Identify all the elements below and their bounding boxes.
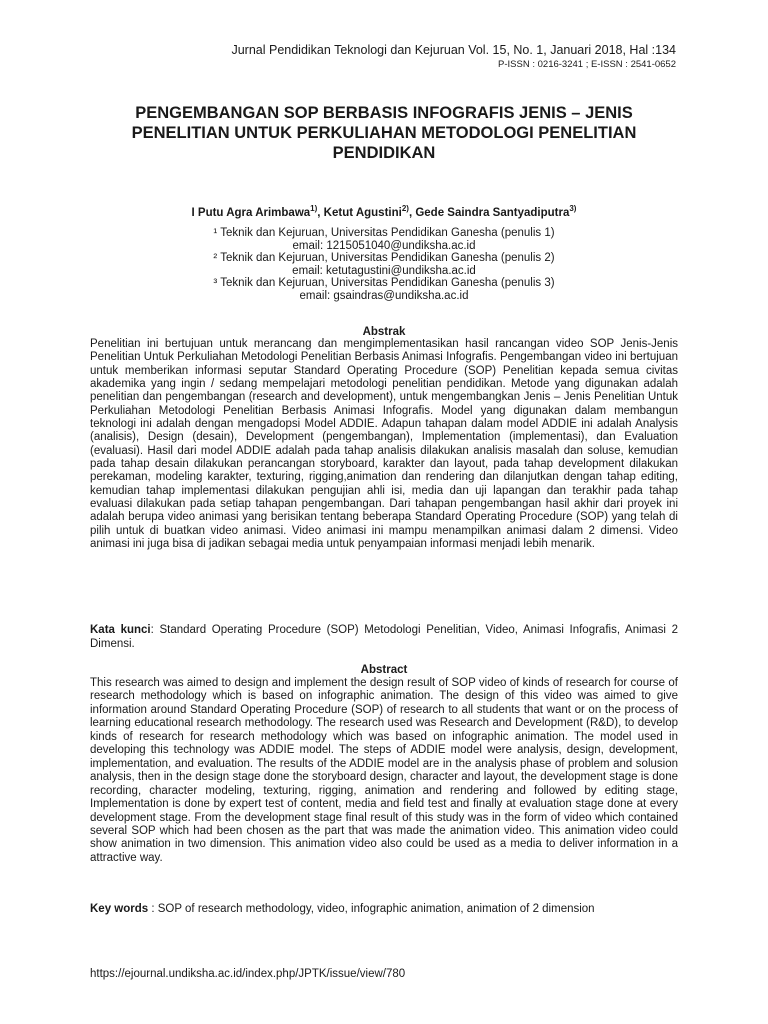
journal-citation: Jurnal Pendidikan Teknologi dan Kejuruan Vol. 15, No. 1, Januari 2018, Hal :134 — [231, 43, 676, 57]
kata-kunci — [90, 623, 678, 651]
running-header — [231, 42, 676, 71]
affiliation-line: ² Teknik dan Kejuruan, Universitas Pendidikan Ganesha (penulis 2) — [213, 252, 555, 265]
affiliation-line: ³ Teknik dan Kejuruan, Universitas Pendidikan Ganesha (penulis 3) — [213, 277, 555, 290]
abstrak-heading: Abstrak — [362, 326, 406, 338]
affiliation-email: email: 1215051040@undiksha.ac.id — [292, 239, 476, 252]
author-affil-mark: 2) — [401, 204, 409, 213]
issn-line: P-ISSN : 0216-3241 ; E-ISSN : 2541-0652 — [498, 59, 676, 70]
author-name: Gede Saindra Santyadiputra — [415, 206, 570, 219]
author-separator: , — [317, 206, 324, 219]
affiliation-email: email: ketutagustini@undiksha.ac.id — [292, 264, 476, 277]
affiliation-email: email: gsaindras@undiksha.ac.id — [299, 289, 469, 302]
key-words — [90, 902, 678, 916]
kata-kunci-label: Kata kunci — [90, 624, 151, 636]
affiliation-line: ¹ Teknik dan Kejuruan, Universitas Pendidikan Ganesha (penulis 1) — [213, 227, 555, 239]
author-name: I Putu Agra Arimbawa — [191, 206, 311, 219]
abstract-body: This research was aimed to design and implement the design result of SOP video of kinds of research for course of research methodology which is based on infographic animation. The design of this video was aimed to give information around Standard Operating Procedure (SOP) of research to all students that want or on the process of learning educational research methodology. The research used was Research and Development (R&D), to develop kinds of research for research methodology which was based on infographic animation. The model used in developing this technology was ADDIE model. The steps of ADDIE model were analysis, design, development, implementation, and evaluation. The results of the ADDIE model are in the analysis phase of problem and solusion analysis, then in the design stage done the storyboard design, character and layout, the development stage is done recording, character modeling, texturing, rigging, animation and rendering and followed by editing stage, Implementation is done by expert test of content, media and field test and finally at evaluation stage done at every development stage. From the development stage final result of this study was in the form of video which contained several SOP which had been chosen as the part that was made the animation video. This animation video could show animation in two dimension. This animation video also could be used as a media to deliver information in a attractive way. — [90, 677, 678, 864]
author-affil-mark: 1) — [310, 204, 318, 213]
author-affil-mark: 3) — [569, 204, 577, 213]
author-name: Ketut Agustini — [323, 206, 402, 219]
key-words-label: Key words — [90, 903, 149, 915]
paper-title: PENGEMBANGAN SOP BERBASIS INFOGRAFIS JENIS – JENIS PENELITIAN UNTUK PERKULIAHAN METODOLOGI PENELITIAN PENDIDIKAN — [131, 104, 637, 162]
kata-kunci-text: : Standard Operating Procedure (SOP) Metodologi Penelitian, Video, Animasi Infografis, Animasi 2 Dimensi. — [90, 624, 678, 650]
author-separator: , — [408, 206, 416, 219]
abstract-heading: Abstract — [360, 664, 408, 676]
author-list — [90, 201, 678, 221]
key-words-text: : SOP of research methodology, video, infographic animation, animation of 2 dimension — [148, 903, 595, 915]
footer-url: https://ejournal.undiksha.ac.id/index.php/JPTK/issue/view/780 — [90, 968, 406, 980]
affiliations — [90, 227, 678, 303]
abstrak-body: Penelitian ini bertujuan untuk merancang dan mengimplementasikan hasil rancangan video SOP Jenis-Jenis Penelitian Untuk Perkuliahan Metodologi Penelitian Berbasis Animasi Infografis. Pengembangan video ini bertujuan untuk memberikan informasi seputar Standard Operating Procedure (SOP) Penelitian kepada semua civitas akademika yang ingin / sedang mempelajari metodologi penelitian pendidikan. Metode yang digunakan adalah penelitian dan pengembangan (research and development), untuk mengembangkan Jenis – Jenis Penelitian Untuk Perkuliahan Metodologi Penelitian Berbasis Animasi Infografis. Model yang digunakan dalam membangun teknologi ini adalah dengan mengadopsi Model ADDIE. Adapun tahapan dalam model ADDIE ini adalah Analysis (analisis), Design (desain), Development (pengembangan), Implementation (implementasi), dan Evaluation (evaluasi). Hasil dari model ADDIE adalah pada tahap analisis dilakukan analisis masalah dan soluse, kemudian pada tahap desain dilakukan perancangan storyboard, karakter dan layout, pada tahap development dilakukan perekaman, modeling karakter, texturing, rigging,animation dan rendering dan dilanjutkan dengan tahap editing, kemudian tahap implementasi dilakukan pengujian ahli isi, media dan uji lapangan dan terakhir pada tahap evaluasi dilakukan pada setiap tahapan pengembangan. Dari tahapan pengembangan hasil akhir dari proyek ini adalah berupa video animasi yang berisikan tentang beberapa Standard Operating Procedure (SOP) yang telah di pilih untuk di buatkan video animasi. Video animasi ini mampu menampilkan animasi dalam 2 dimensi. Video animasi ini juga bisa di jadikan sebagai media untuk penyampaian informasi menjadi lebih menarik. — [90, 338, 678, 551]
